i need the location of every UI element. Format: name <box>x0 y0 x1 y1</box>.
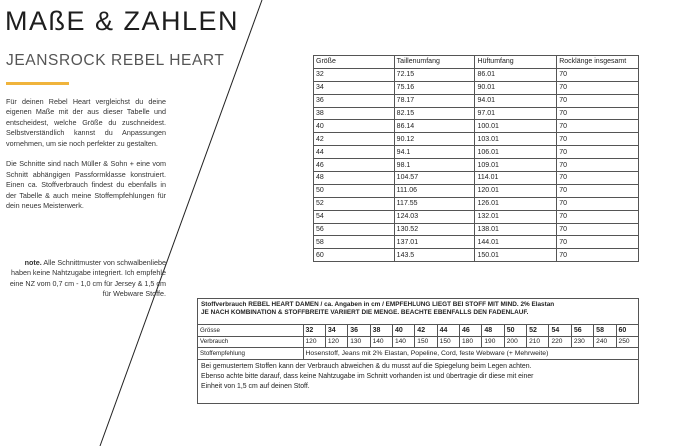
cell-size: 44 <box>314 146 395 159</box>
fabric-size-cell: 32 <box>303 325 325 337</box>
cell-size: 50 <box>314 184 395 197</box>
cell-waist: 86.14 <box>394 120 475 133</box>
fabric-heading-line-2: JE NACH KOMBINATION & STOFFBREITE VARIIERT DIE MENGE. BEACHTE EBENFALLS DEN FADENLAUF. <box>201 309 529 317</box>
header-waist: Taillenumfang <box>394 56 475 69</box>
cell-length: 70 <box>557 249 639 262</box>
fabric-usage-cell: 250 <box>616 336 638 348</box>
note-text: Alle Schnittmuster von schwalbenliebe haben keine Nahtzugabe integriert. Ich empfehle eine NZ vom 0,7 cm - 1,0 cm für Jersey & 1,5 cm für Webware Stoffe. <box>9 258 166 299</box>
size-table-body <box>314 68 639 261</box>
fabric-size-cell: 46 <box>460 325 482 337</box>
cell-size: 46 <box>314 159 395 172</box>
cell-length: 70 <box>557 236 639 249</box>
fabric-size-cell: 38 <box>370 325 392 337</box>
cell-length: 70 <box>557 146 639 159</box>
fabric-recommend-text: Hosenstoff, Jeans mit 2% Elastan, Popeline, Cord, feste Webware (+ Mehrweite) <box>303 348 638 360</box>
note-label: note. <box>24 258 42 267</box>
cell-waist: 78.17 <box>394 94 475 107</box>
header-hip: Hüftumfang <box>475 56 557 69</box>
cell-length: 70 <box>557 172 639 185</box>
cell-waist: 82.15 <box>394 107 475 120</box>
cell-size: 38 <box>314 107 395 120</box>
cell-waist: 94.1 <box>394 146 475 159</box>
cell-hip: 106.01 <box>475 146 557 159</box>
fabric-size-cell: 52 <box>527 325 549 337</box>
fabric-usage-row <box>198 336 638 348</box>
cell-size: 36 <box>314 94 395 107</box>
fabric-table <box>198 324 638 360</box>
fabric-heading-line-1: Stoffverbrauch REBEL HEART DAMEN / ca. Angaben in cm / EMPFEHLUNG LIEGT BEI STOFF MIT MIND. 2% Elastan <box>201 301 555 308</box>
cell-waist: 124.03 <box>394 210 475 223</box>
cell-hip: 138.01 <box>475 223 557 236</box>
fabric-usage-cell: 150 <box>437 336 459 348</box>
table-row <box>314 94 639 107</box>
cell-length: 70 <box>557 210 639 223</box>
seam-allowance-note <box>6 258 166 300</box>
cell-waist: 111.06 <box>394 184 475 197</box>
fabric-heading <box>198 299 638 324</box>
table-row <box>314 249 639 262</box>
fabric-usage-cell: 220 <box>549 336 571 348</box>
cell-hip: 120.01 <box>475 184 557 197</box>
cell-size: 58 <box>314 236 395 249</box>
table-row <box>314 184 639 197</box>
fabric-recommend-row <box>198 348 638 360</box>
cell-size: 56 <box>314 223 395 236</box>
fabric-footer-line-2: Ebenso achte bitte darauf, dass keine Nahtzugabe im Schnitt vorhanden ist und übertragie dir diese mit einer <box>201 372 534 380</box>
intro-paragraph-2: Die Schnitte sind nach Müller & Sohn + eine vom Schnitt abhängigen Passformklasse konstruiert. Einen ca. Stoffverbrauch findest du ebenfalls in der Tabelle & auch meine Stoffempfehlungen für dein neues Meisterwerk. <box>6 159 166 211</box>
fabric-usage-cell: 230 <box>571 336 593 348</box>
table-row <box>314 81 639 94</box>
cell-waist: 90.12 <box>394 133 475 146</box>
cell-length: 70 <box>557 159 639 172</box>
table-row <box>314 133 639 146</box>
cell-length: 70 <box>557 133 639 146</box>
table-row <box>314 236 639 249</box>
fabric-size-cell: 60 <box>616 325 638 337</box>
cell-size: 34 <box>314 81 395 94</box>
cell-hip: 114.01 <box>475 172 557 185</box>
cell-size: 42 <box>314 133 395 146</box>
table-row <box>314 197 639 210</box>
table-row <box>314 146 639 159</box>
fabric-size-cell: 48 <box>482 325 504 337</box>
fabric-footer-line-3: Einheit von 1,5 cm auf deinen Stoff. <box>201 383 310 391</box>
cell-length: 70 <box>557 197 639 210</box>
fabric-usage-cell: 210 <box>527 336 549 348</box>
cell-hip: 103.01 <box>475 133 557 146</box>
fabric-size-cell: 44 <box>437 325 459 337</box>
cell-size: 40 <box>314 120 395 133</box>
cell-hip: 97.01 <box>475 107 557 120</box>
cell-hip: 86.01 <box>475 68 557 81</box>
fabric-usage-label: Verbrauch <box>198 336 303 348</box>
fabric-size-cell: 56 <box>571 325 593 337</box>
table-row <box>314 223 639 236</box>
table-row <box>314 210 639 223</box>
cell-hip: 150.01 <box>475 249 557 262</box>
fabric-size-label: Grösse <box>198 325 303 337</box>
cell-waist: 75.16 <box>394 81 475 94</box>
cell-waist: 137.01 <box>394 236 475 249</box>
cell-hip: 90.01 <box>475 81 557 94</box>
table-row <box>314 120 639 133</box>
cell-hip: 144.01 <box>475 236 557 249</box>
cell-waist: 104.57 <box>394 172 475 185</box>
cell-hip: 94.01 <box>475 94 557 107</box>
fabric-size-cell: 34 <box>325 325 347 337</box>
cell-waist: 72.15 <box>394 68 475 81</box>
table-row <box>314 68 639 81</box>
fabric-usage-cell: 150 <box>415 336 437 348</box>
fabric-usage-cell: 140 <box>370 336 392 348</box>
size-table-header-row <box>314 56 639 69</box>
cell-length: 70 <box>557 184 639 197</box>
fabric-size-cell: 42 <box>415 325 437 337</box>
cell-length: 70 <box>557 120 639 133</box>
cell-waist: 98.1 <box>394 159 475 172</box>
size-table <box>313 55 639 262</box>
cell-length: 70 <box>557 107 639 120</box>
accent-rule <box>6 82 69 85</box>
header-length: Rocklänge insgesamt <box>557 56 639 69</box>
fabric-size-row <box>198 325 638 337</box>
fabric-usage-cell: 140 <box>392 336 414 348</box>
fabric-usage-cell: 120 <box>303 336 325 348</box>
cell-hip: 132.01 <box>475 210 557 223</box>
cell-hip: 126.01 <box>475 197 557 210</box>
fabric-usage-cell: 240 <box>594 336 616 348</box>
cell-hip: 100.01 <box>475 120 557 133</box>
cell-hip: 109.01 <box>475 159 557 172</box>
fabric-usage-cell: 180 <box>460 336 482 348</box>
fabric-footer <box>198 360 638 395</box>
cell-size: 60 <box>314 249 395 262</box>
cell-length: 70 <box>557 223 639 236</box>
table-row <box>314 172 639 185</box>
table-row <box>314 159 639 172</box>
cell-waist: 117.55 <box>394 197 475 210</box>
fabric-size-cell: 40 <box>392 325 414 337</box>
cell-length: 70 <box>557 68 639 81</box>
fabric-footer-line-1: Bei gemustertem Stoffen kann der Verbrauch abweichen & du musst auf die Spiegelung beim Legen achten. <box>201 362 532 370</box>
header-size: Größe <box>314 56 395 69</box>
cell-size: 48 <box>314 172 395 185</box>
fabric-size-cell: 36 <box>348 325 370 337</box>
fabric-size-cell: 54 <box>549 325 571 337</box>
fabric-usage-cell: 130 <box>348 336 370 348</box>
fabric-size-cell: 58 <box>594 325 616 337</box>
fabric-recommend-label: Stoffempfehlung <box>198 348 303 360</box>
table-row <box>314 107 639 120</box>
cell-size: 32 <box>314 68 395 81</box>
page-subtitle: JEANSROCK REBEL HEART <box>6 52 225 69</box>
page-title: MAßE & ZAHLEN <box>5 6 240 36</box>
fabric-usage-cell: 190 <box>482 336 504 348</box>
intro-text <box>6 97 166 222</box>
intro-paragraph-1: Für deinen Rebel Heart vergleichst du deine eigenen Maße mit der aus dieser Tabelle und entscheidest, welche Größe du zuschneidest. Selbstverständlich kannst du Anpassungen vornehmen, um sie noch perfekter zu gestalten. <box>6 97 166 148</box>
fabric-usage-cell: 120 <box>325 336 347 348</box>
fabric-usage-cell: 200 <box>504 336 526 348</box>
cell-waist: 143.5 <box>394 249 475 262</box>
fabric-usage-box <box>197 298 639 404</box>
cell-length: 70 <box>557 94 639 107</box>
cell-waist: 130.52 <box>394 223 475 236</box>
cell-length: 70 <box>557 81 639 94</box>
cell-size: 52 <box>314 197 395 210</box>
fabric-size-cell: 50 <box>504 325 526 337</box>
cell-size: 54 <box>314 210 395 223</box>
